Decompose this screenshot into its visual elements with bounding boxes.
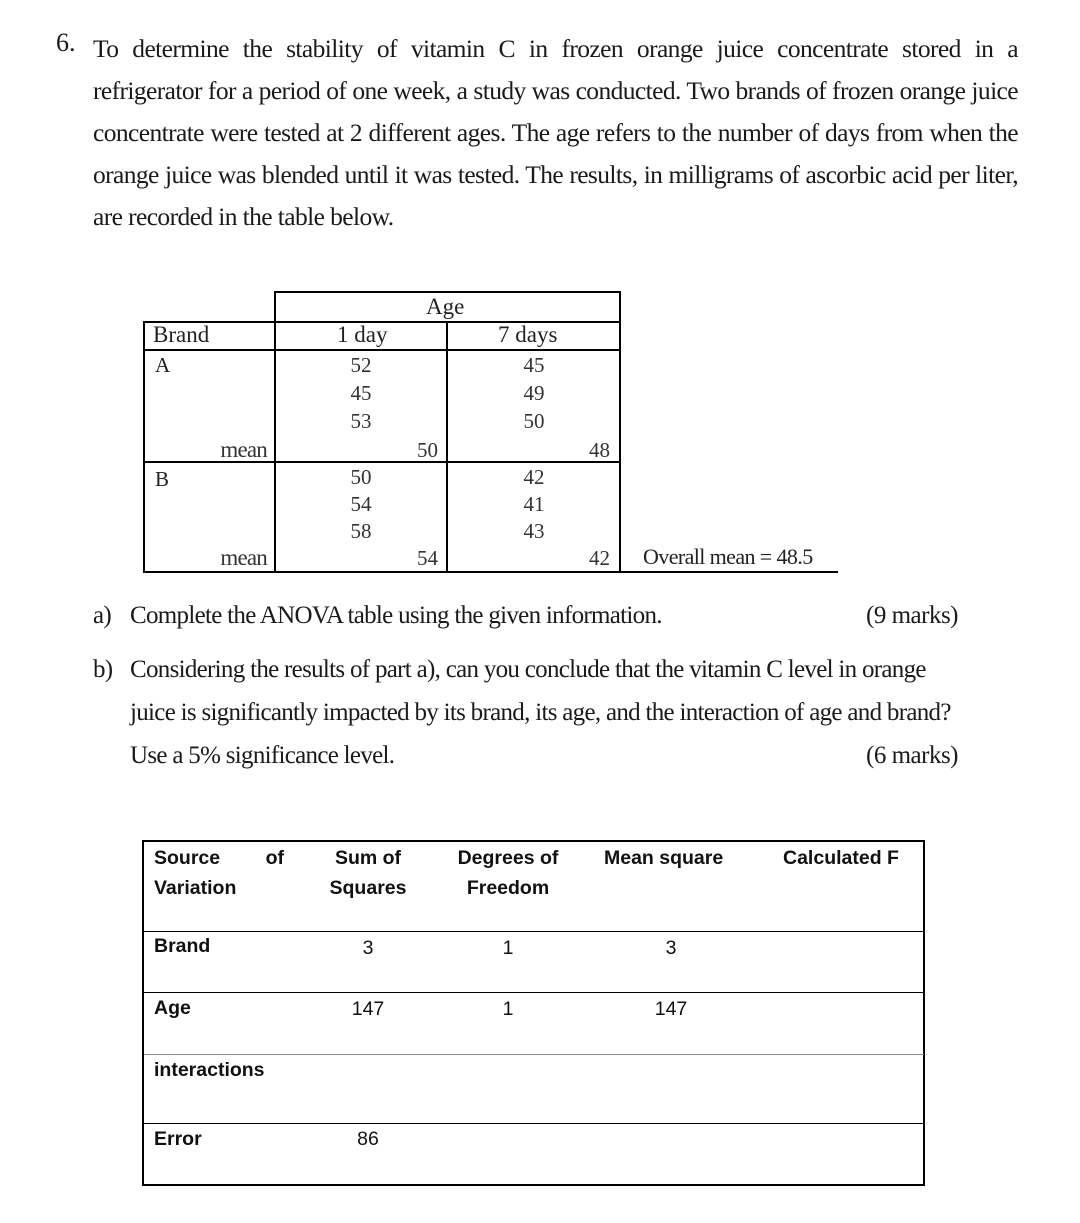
part-a-label: a) [93, 602, 112, 629]
anova-table [142, 840, 925, 1186]
header-source [154, 843, 284, 903]
header-source-word: Source [154, 847, 221, 869]
header-sum-of-squares [318, 843, 418, 903]
row-brand-ms: 3 [665, 937, 677, 959]
header-source-variation: Variation [154, 877, 237, 899]
row-age-source: Age [154, 997, 191, 1019]
brand-b-day1-value: 54 [350, 492, 372, 516]
brand-a-day1-value: 53 [350, 409, 372, 433]
brand-b-mean-7days: 42 [589, 546, 610, 570]
header-ss-line2: Squares [329, 877, 407, 899]
brand-b-day1-value: 58 [350, 519, 372, 543]
brand-b-day7-value: 43 [523, 519, 545, 543]
question-text: To determine the stability of vitamin C in frozen orange juice concentrate stored in a refrigerator for a period of one week, a study was conducted. Two brands of frozen orange juice concentrate were tested at 2 different ages. The age refers to the number of days from when the orange juice was blended until it was tested. The results, in milligrams of ascorbic acid per liter, are recorded in the table below. [93, 34, 1018, 231]
brand-a-day7-value: 49 [523, 381, 545, 405]
part-b-line2: juice is significantly impacted by its brand, its age, and the interaction of age and brand? [130, 699, 951, 726]
part-b-marks: (6 marks) [866, 742, 958, 769]
age-header: Age [426, 294, 465, 319]
row-error-source: Error [154, 1128, 202, 1150]
brand-a-mean-label: mean [220, 437, 267, 462]
part-a-text: Complete the ANOVA table using the given information. [130, 602, 662, 629]
row-interactions-source: interactions [154, 1059, 265, 1081]
part-a-marks: (9 marks) [866, 602, 958, 629]
overall-mean: Overall mean = 48.5 [643, 544, 813, 569]
brand-b-mean-label: mean [220, 545, 267, 570]
row-brand-ss: 3 [362, 937, 374, 959]
col-1day-header: 1 day [337, 322, 388, 347]
brand-a-day7-value: 50 [523, 409, 545, 433]
brand-a-mean-1day: 50 [417, 438, 438, 462]
brand-b-day7-value: 41 [523, 492, 545, 516]
row-error-ss: 86 [357, 1128, 379, 1150]
part-b-label: b) [93, 656, 113, 683]
header-ss-line1: Sum of [334, 847, 402, 869]
brand-header: Brand [153, 322, 210, 347]
brand-b-label: B [155, 467, 170, 491]
brand-b-mean-1day: 54 [417, 546, 438, 570]
question-number: 6. [56, 28, 76, 57]
brand-b-day1-value: 50 [350, 465, 372, 489]
row-age-df: 1 [502, 998, 514, 1020]
row-brand-df: 1 [502, 937, 514, 959]
header-mean-square: Mean square [604, 847, 724, 869]
col-7days-header: 7 days [498, 322, 558, 347]
brand-a-day1-value: 52 [350, 353, 372, 377]
header-calculated-f: Calculated F [783, 847, 899, 869]
header-df-line2: Freedom [466, 877, 550, 899]
row-age-ms: 147 [654, 998, 688, 1020]
brand-a-label: A [155, 353, 171, 377]
data-table [143, 291, 838, 573]
part-b-line1: Considering the results of part a), can you conclude that the vitamin C level in orange [130, 656, 926, 683]
brand-b-day7-value: 42 [523, 465, 545, 489]
brand-a-day7-value: 45 [523, 353, 545, 377]
header-degrees-of-freedom [444, 843, 572, 903]
row-age-ss: 147 [351, 998, 385, 1020]
header-df-line1: Degrees of [457, 847, 559, 869]
brand-a-day1-value: 45 [350, 381, 372, 405]
part-b-line3: Use a 5% significance level. [130, 742, 395, 769]
row-brand-source: Brand [154, 935, 211, 957]
header-source-of: of [265, 847, 284, 869]
brand-a-mean-7days: 48 [589, 438, 610, 462]
